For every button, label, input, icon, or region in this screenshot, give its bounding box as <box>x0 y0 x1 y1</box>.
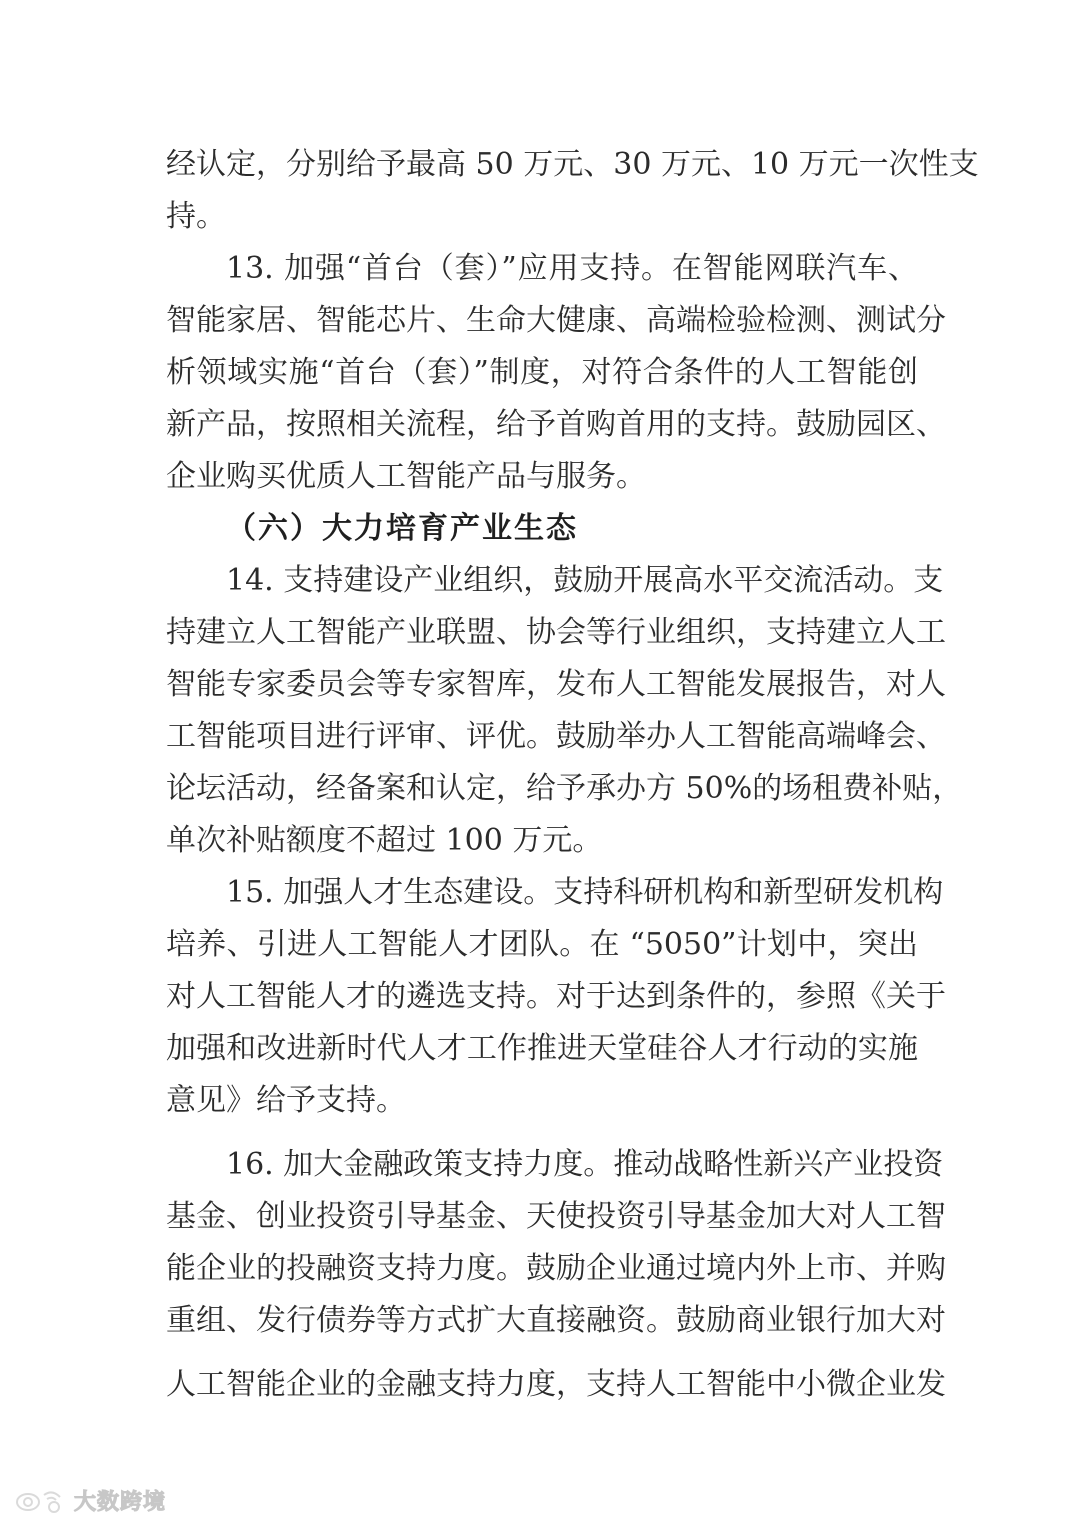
paragraph-line: 对人工智能人才的遴选支持。对于达到条件的，参照《关于 <box>166 979 946 1014</box>
paragraph-line: 单次补贴额度不超过 100 万元。 <box>166 823 603 858</box>
paragraph-line: 重组、发行债券等方式扩大直接融资。鼓励商业银行加大对 <box>166 1303 946 1338</box>
paragraph-line: 论坛活动，经备案和认定，给予承办方 50%的场租费补贴， <box>166 771 963 806</box>
paragraph-line: 新产品，按照相关流程，给予首购首用的支持。鼓励园区、 <box>166 407 946 442</box>
paragraph-line: 能企业的投融资支持力度。鼓励企业通过境内外上市、并购 <box>166 1251 946 1286</box>
paragraph-line: 培养、引进人工智能人才团队。在 “5050”计划中，突出 <box>166 927 918 962</box>
paragraph-line: 经认定，分别给予最高 50 万元、30 万元、10 万元一次性支 <box>166 147 979 182</box>
paragraph-line: 智能家居、智能芯片、生命大健康、高端检验检测、测试分 <box>166 303 946 338</box>
weibo-eye-logo-icon <box>14 1485 68 1515</box>
paragraph-line: 16. 加大金融政策支持力度。推动战略性新兴产业投资 <box>226 1147 944 1182</box>
watermark <box>14 1482 166 1518</box>
paragraph-line: 人工智能企业的金融支持力度，支持人工智能中小微企业发 <box>166 1367 946 1402</box>
section-heading: （六）大力培育产业生态 <box>226 511 578 546</box>
paragraph-line: 13. 加强“首台（套）”应用支持。在智能网联汽车、 <box>226 251 918 286</box>
watermark-text: 大数跨境 <box>74 1489 167 1515</box>
paragraph-line: 14. 支持建设产业组织，鼓励开展高水平交流活动。支 <box>226 563 944 598</box>
paragraph-line: 工智能项目进行评审、评优。鼓励举办人工智能高端峰会、 <box>166 719 946 754</box>
paragraph-line: 持建立人工智能产业联盟、协会等行业组织，支持建立人工 <box>166 615 946 650</box>
paragraph-line: 企业购买优质人工智能产品与服务。 <box>166 459 646 494</box>
paragraph-line: 持。 <box>166 199 226 234</box>
paragraph-line: 析领域实施“首台（套）”制度，对符合条件的人工智能创 <box>166 355 918 390</box>
paragraph-line: 智能专家委员会等专家智库，发布人工智能发展报告，对人 <box>166 667 946 702</box>
paragraph-line: 意见》给予支持。 <box>166 1083 406 1118</box>
paragraph-line: 加强和改进新时代人才工作推进天堂硅谷人才行动的实施 <box>166 1031 918 1066</box>
paragraph-line: 基金、创业投资引导基金、天使投资引导基金加大对人工智 <box>166 1199 946 1234</box>
paragraph-line: 15. 加强人才生态建设。支持科研机构和新型研发机构 <box>226 875 944 910</box>
